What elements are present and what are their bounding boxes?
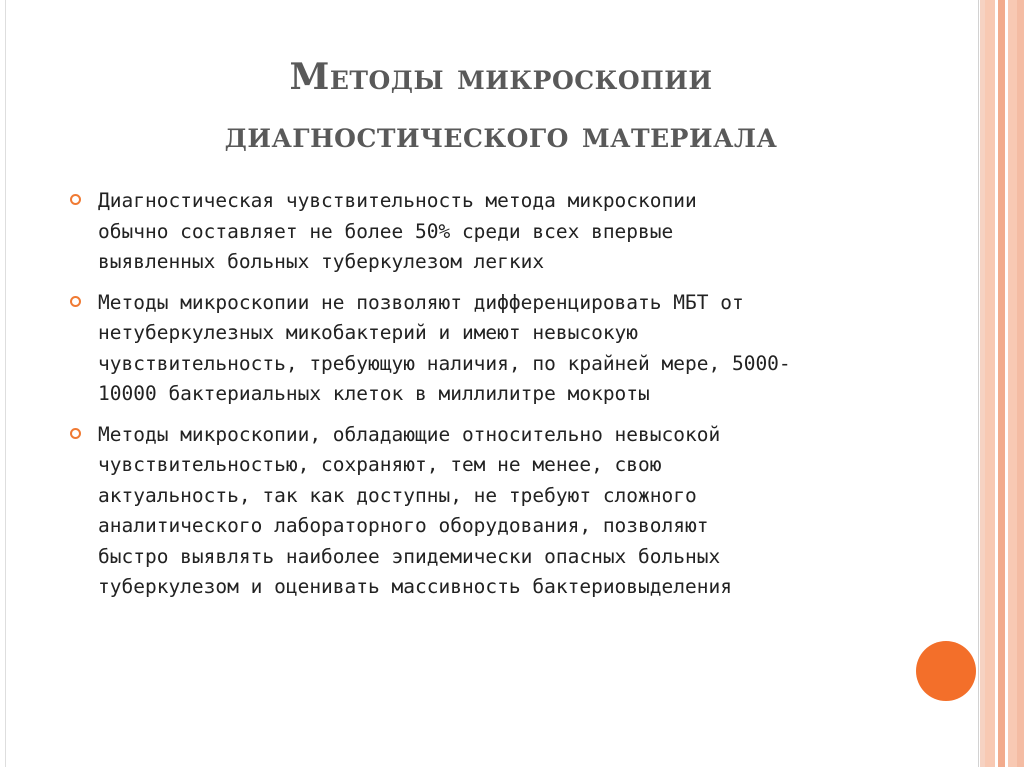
bullet-circle-icon — [70, 296, 81, 307]
bullet-line: нетуберкулезных микобактерий и имеют невысокую — [98, 321, 639, 344]
bullet-line: аналитического лабораторного оборудования, позволяют — [98, 514, 709, 537]
bullet-text — [98, 186, 900, 278]
slide-title — [66, 48, 936, 164]
slide-title-line-2: диагностического материала — [224, 114, 778, 156]
stripe — [998, 0, 1005, 767]
stripe — [1008, 0, 1017, 767]
stripe — [985, 0, 995, 767]
orange-circle-icon — [916, 641, 976, 701]
bullet-list — [70, 186, 900, 613]
bullet-line: Диагностическая чувствительность метода микроскопии — [98, 189, 697, 212]
stripe — [1017, 0, 1024, 767]
bullet-line: 10000 бактериальных клеток в миллилитре мокроты — [98, 382, 650, 405]
bullet-line: быстро выявлять наиболее эпидемически опасных больных — [98, 544, 721, 568]
bullet-item — [70, 186, 900, 278]
bullet-line: актуальность, так как доступны, не требуют сложного — [98, 483, 697, 507]
bullet-circle-icon — [70, 194, 81, 205]
bullet-line: выявленных больных туберкулезом легких — [98, 250, 545, 273]
bullet-text — [98, 288, 900, 410]
slide-panel — [5, 0, 979, 767]
bullet-circle-icon — [70, 428, 81, 439]
bullet-line: Методы микроскопии, обладающие относительно невысокой — [98, 422, 721, 446]
bullet-line: обычно составляет не более 50% среди всех впервые — [98, 219, 674, 243]
bullet-line: чувствительность, требующую наличия, по крайней мере, 5000- — [98, 351, 791, 375]
bullet-line: чувствительностью, сохраняют, тем не менее, свою — [98, 453, 662, 476]
slide-title-line-1: Методы микроскопии — [289, 56, 713, 98]
bullet-line: Методы микроскопии не позволяют дифференцировать МБТ от — [98, 290, 744, 314]
bullet-item — [70, 420, 900, 603]
decorative-stripes — [980, 0, 1024, 767]
bullet-line: туберкулезом и оценивать массивность бактериовыделения — [98, 575, 732, 598]
bullet-item — [70, 288, 900, 410]
bullet-text — [98, 420, 900, 603]
